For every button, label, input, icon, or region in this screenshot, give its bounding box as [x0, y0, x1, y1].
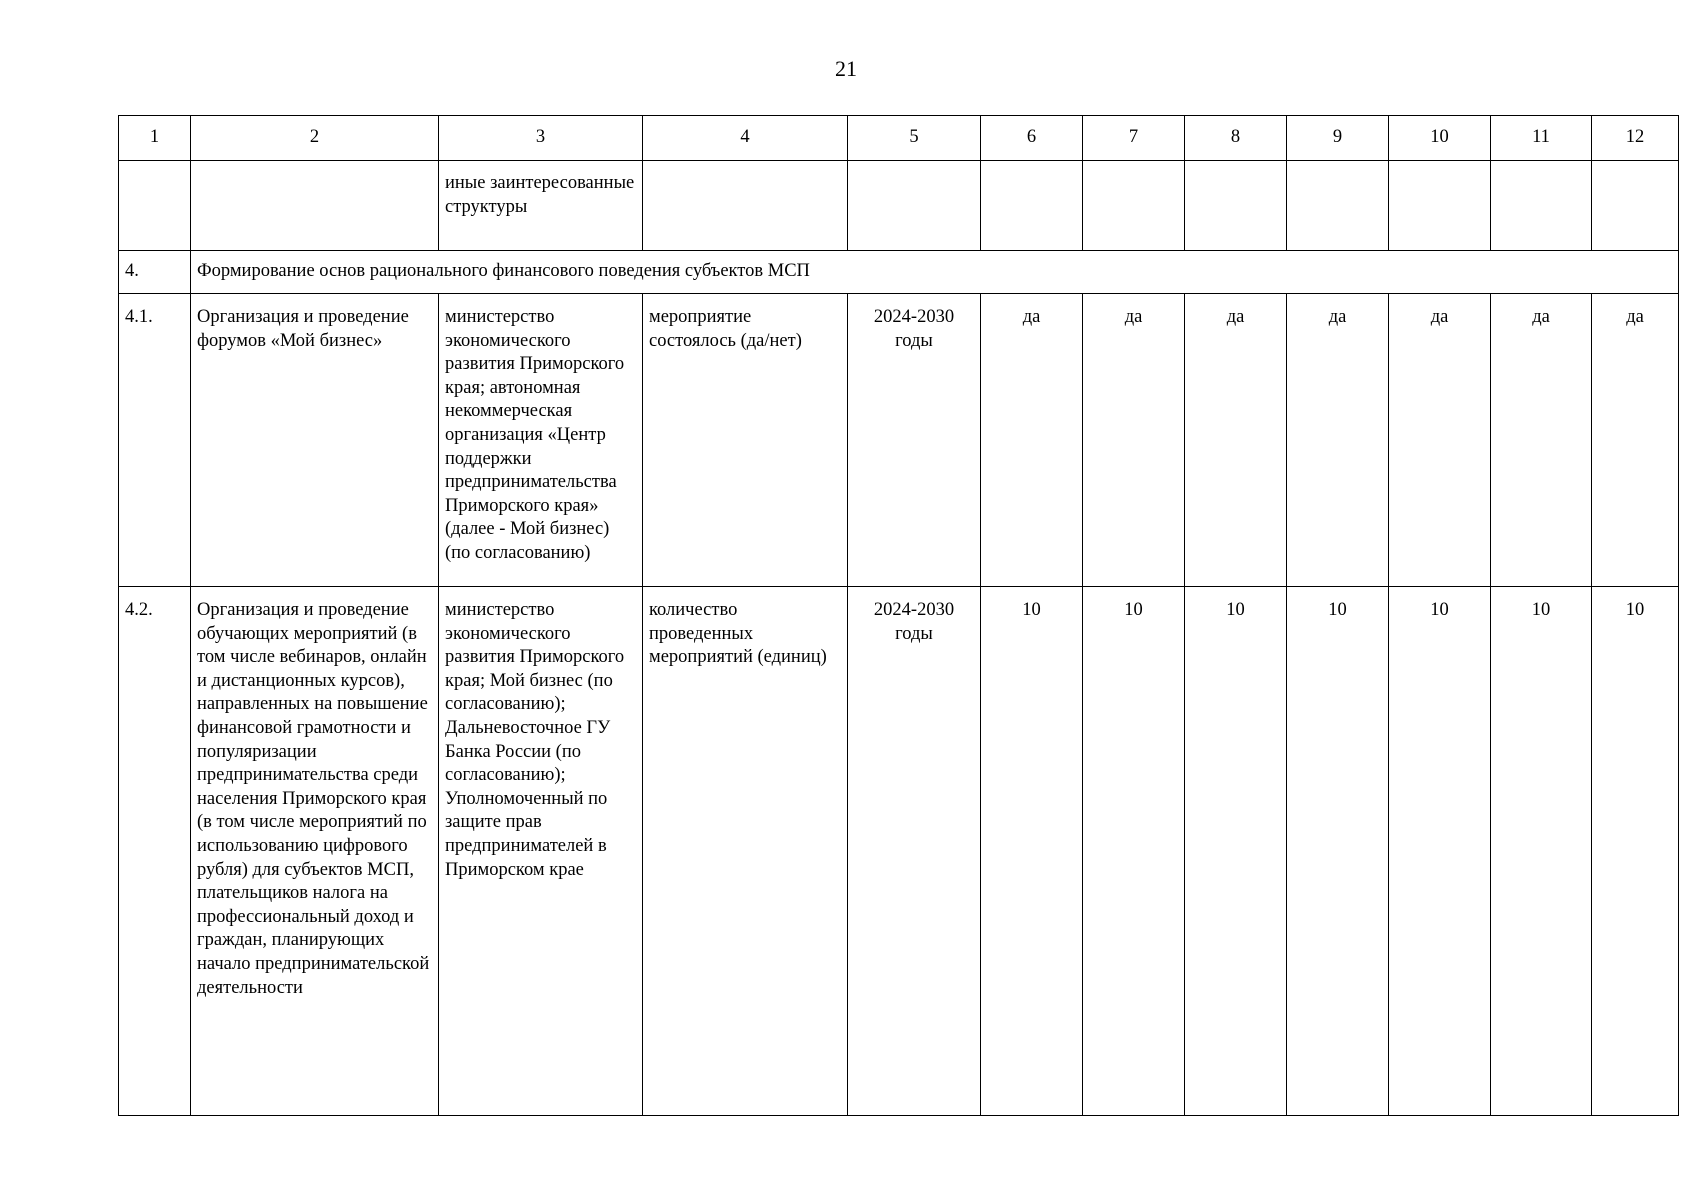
column-number-row: [119, 116, 1679, 161]
cell-empty: [1287, 161, 1389, 251]
measures-table: [118, 115, 1679, 1116]
column-number: 10: [1389, 116, 1491, 161]
cell-value: да: [1083, 294, 1185, 587]
cell-executors: министерство экономического развития Приморского края; автономная некоммерческая организация «Центр поддержки предпринимательства Приморского края» (далее - Мой бизнес) (по согласованию): [439, 294, 643, 587]
cell-empty: [191, 161, 439, 251]
cell-value: да: [1389, 294, 1491, 587]
cell-name: Организация и проведение обучающих мероприятий (в том числе вебинаров, онлайн и дистанционных курсов), направленных на повышение финансовой грамотности и популяризации предпринимательства среди населения Приморского края (в том числе мероприятий по использованию цифрового рубля) для субъектов МСП, плательщиков налога на профессиональный доход и граждан, планирующих начало предпринимательской деятельности: [191, 587, 439, 1116]
cell-value: да: [1185, 294, 1287, 587]
cell-executors: иные заинтересованные структуры: [439, 161, 643, 251]
table-row: [119, 294, 1679, 587]
column-number: 4: [643, 116, 848, 161]
cell-value: да: [981, 294, 1083, 587]
cell-name: Организация и проведение форумов «Мой бизнес»: [191, 294, 439, 587]
page-number: 21: [835, 56, 857, 81]
cell-indicator: мероприятие состоялось (да/нет): [643, 294, 848, 587]
section-title: Формирование основ рационального финансового поведения субъектов МСП: [191, 251, 1679, 294]
cell-empty: [1185, 161, 1287, 251]
column-number: 8: [1185, 116, 1287, 161]
cell-empty: [848, 161, 981, 251]
column-number: 9: [1287, 116, 1389, 161]
cell-indicator: количество проведенных мероприятий (единиц): [643, 587, 848, 1116]
table-row-continued: [119, 161, 1679, 251]
column-number: 3: [439, 116, 643, 161]
cell-empty: [1083, 161, 1185, 251]
cell-period: 2024-2030 годы: [848, 587, 981, 1116]
cell-value: 10: [1083, 587, 1185, 1116]
cell-value: 10: [1185, 587, 1287, 1116]
column-number: 6: [981, 116, 1083, 161]
column-number: 11: [1491, 116, 1592, 161]
cell-empty: [1491, 161, 1592, 251]
cell-value: да: [1287, 294, 1389, 587]
cell-value: 10: [1491, 587, 1592, 1116]
column-number: 5: [848, 116, 981, 161]
cell-empty: [643, 161, 848, 251]
column-number: 12: [1592, 116, 1679, 161]
section-row: [119, 251, 1679, 294]
cell-value: да: [1592, 294, 1679, 587]
cell-value: 10: [1389, 587, 1491, 1116]
column-number: 7: [1083, 116, 1185, 161]
cell-value: 10: [1287, 587, 1389, 1116]
table-row: [119, 587, 1679, 1116]
cell-empty: [1592, 161, 1679, 251]
section-number: 4.: [119, 251, 191, 294]
cell-executors: министерство экономического развития Приморского края; Мой бизнес (по согласованию); Дальневосточное ГУ Банка России (по согласованию); Уполномоченный по защите прав предпринимателей в Приморском крае: [439, 587, 643, 1116]
column-number: 1: [119, 116, 191, 161]
cell-empty: [1389, 161, 1491, 251]
cell-value: 10: [1592, 587, 1679, 1116]
cell-empty: [981, 161, 1083, 251]
cell-value: 10: [981, 587, 1083, 1116]
cell-number: 4.2.: [119, 587, 191, 1116]
cell-value: да: [1491, 294, 1592, 587]
column-number: 2: [191, 116, 439, 161]
cell-number: 4.1.: [119, 294, 191, 587]
cell-period: 2024-2030 годы: [848, 294, 981, 587]
cell-empty: [119, 161, 191, 251]
